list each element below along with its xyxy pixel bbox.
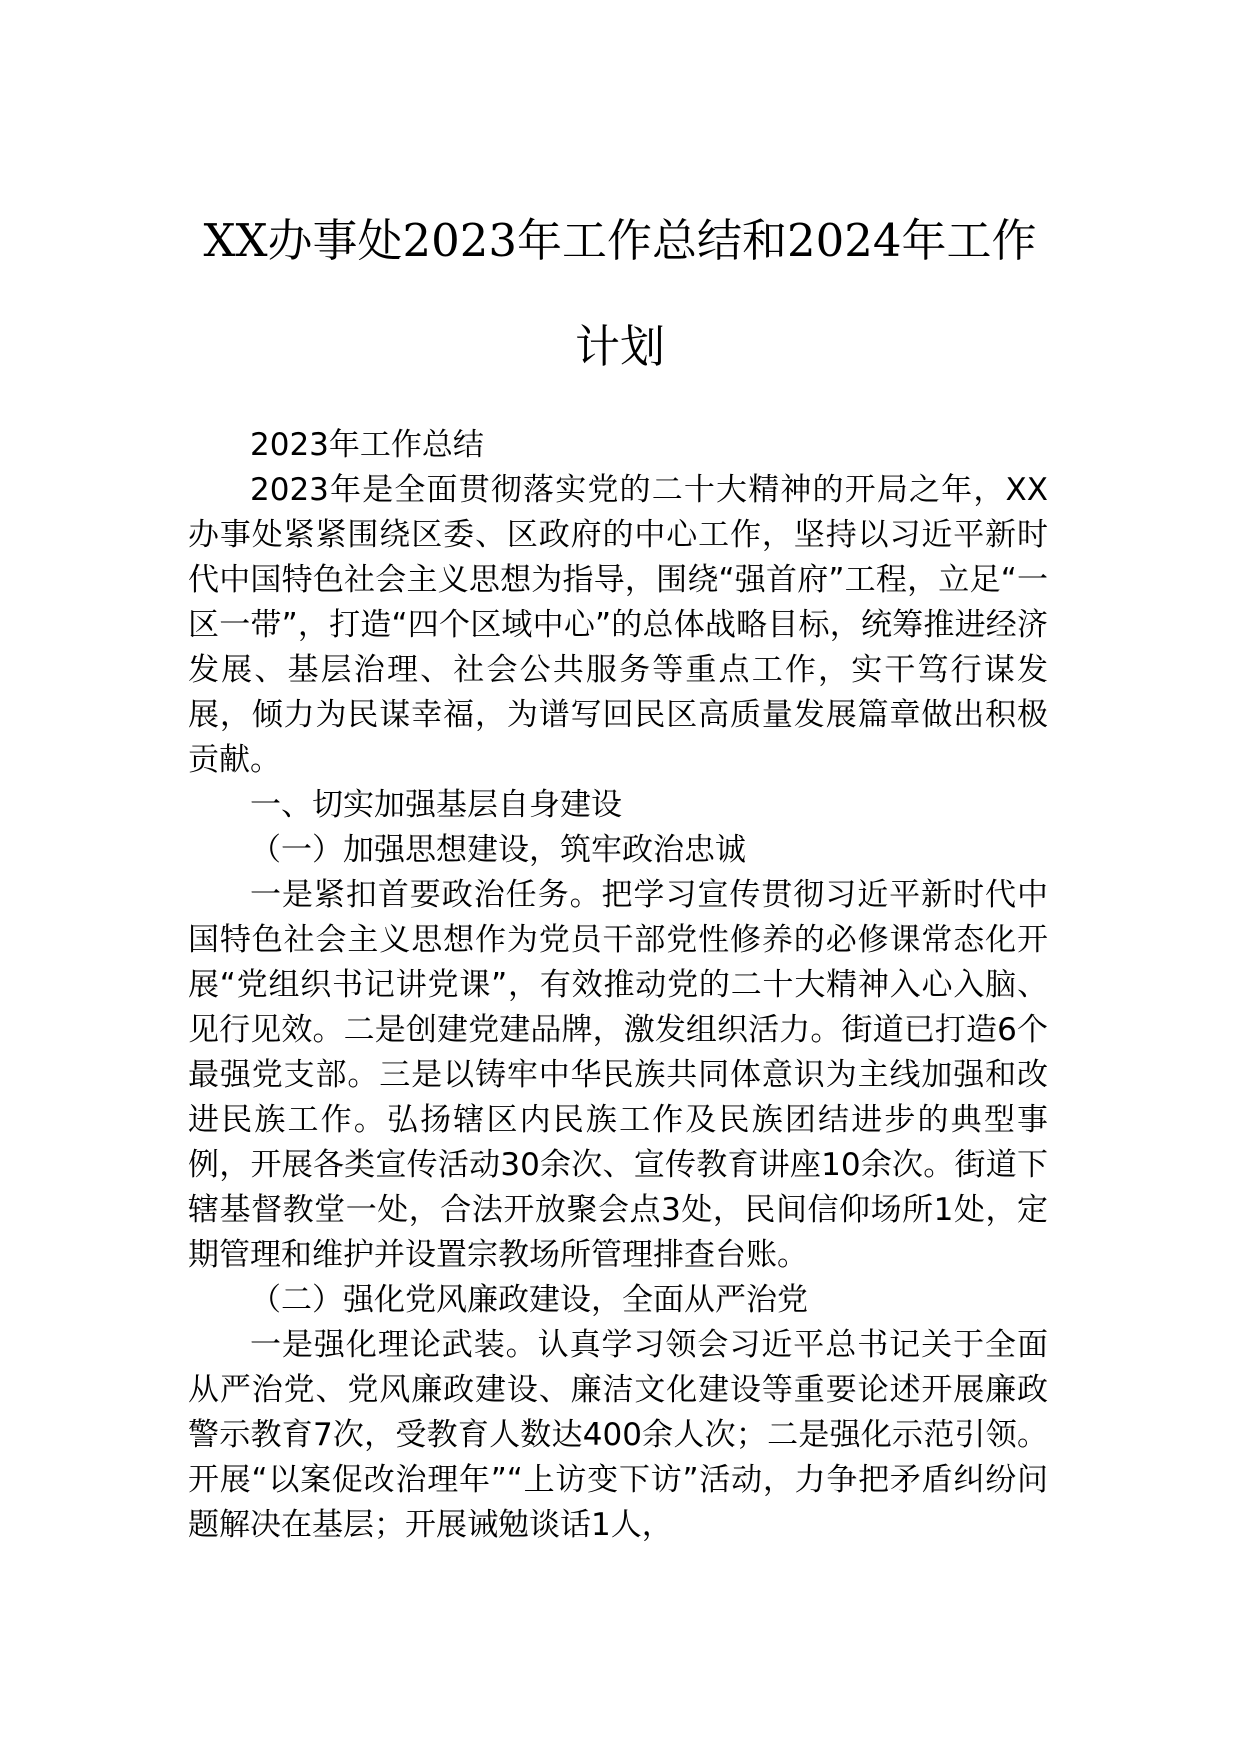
document-title	[140, 188, 1100, 400]
subsection-1-paragraph: 一是紧扣首要政治任务。把学习宣传贯彻习近平新时代中国特色社会主义思想作为党员干部党性修养的必修课常态化开展“党组织书记讲党课”，有效推动党的二十大精神入心入脑、见行见效。二是创建党建品牌，激发组织活力。街道已打造6个最强党支部。三是以铸牢中华民族共同体意识为主线加强和改进民族工作。弘扬辖区内民族工作及民族团结进步的典型事例，开展各类宣传活动30余次、宣传教育讲座10余次。街道下辖基督教堂一处，合法开放聚会点3处，民间信仰场所1处，定期管理和维护并设置宗教场所管理排查台账。	[188, 877, 1048, 1273]
document-body	[188, 423, 1048, 1548]
intro-paragraph: 2023年是全面贯彻落实党的二十大精神的开局之年，XX办事处紧紧围绕区委、区政府的中心工作，坚持以习近平新时代中国特色社会主义思想为指导，围绕“强首府”工程，立足“一区一带”，打造“四个区域中心”的总体战略目标，统筹推进经济发展、基层治理、社会公共服务等重点工作，实干笃行谋发展，倾力为民谋幸福，为谱写回民区高质量发展篇章做出积极贡献。	[188, 472, 1048, 778]
section-heading: 2023年工作总结	[250, 427, 484, 463]
part-1-heading: 一、切实加强基层自身建设	[250, 787, 622, 823]
title-line-2: 计划	[574, 320, 665, 373]
subsection-2-heading: （二）强化党风廉政建设，全面从严治党	[250, 1282, 808, 1318]
subsection-2-paragraph: 一是强化理论武装。认真学习领会习近平总书记关于全面从严治党、党风廉政建设、廉洁文化建设等重要论述开展廉政警示教育7次，受教育人数达400余人次；二是强化示范引领。开展“以案促改治理年”“上访变下访”活动，力争把矛盾纠纷问题解决在基层；开展诫勉谈话1人，	[188, 1327, 1048, 1543]
subsection-1-heading: （一）加强思想建设，筑牢政治忠诚	[250, 832, 746, 868]
title-line-1: XX办事处2023年工作总结和2024年工作	[203, 214, 1037, 267]
